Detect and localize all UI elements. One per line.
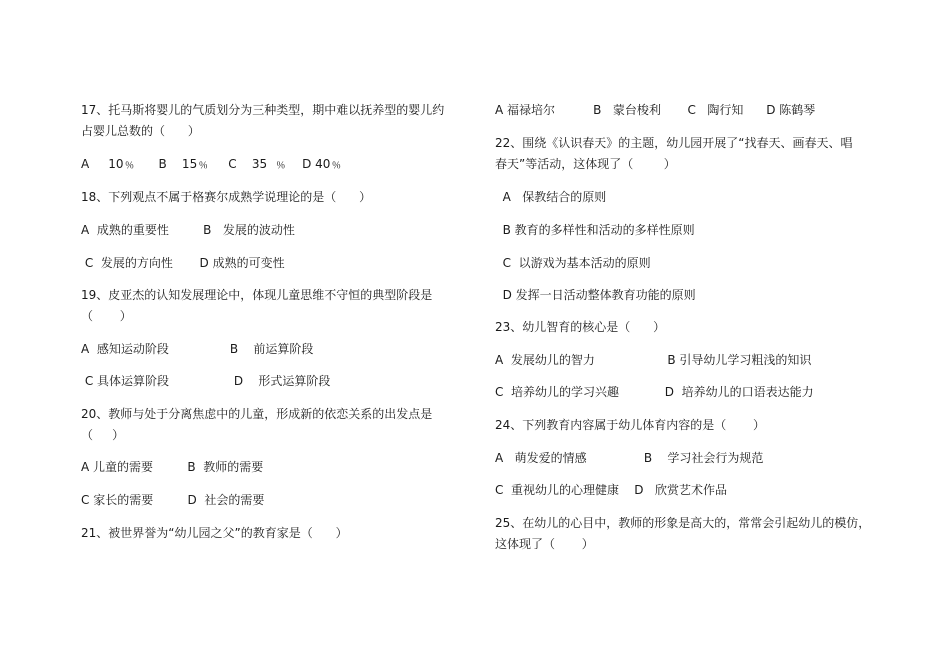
q23-options-row2: C 培养幼儿的学习兴趣 D 培养幼儿的口语表达能力 xyxy=(495,385,814,399)
q22-option-d: D 发挥一日活动整体教育功能的原则 xyxy=(495,288,696,302)
q20-options-row2: C 家长的需要 D 社会的需要 xyxy=(81,493,265,507)
q22-option-a: A 保教结合的原则 xyxy=(495,190,607,204)
q22-stem-line1: 22、围绕《认识春天》的主题，幼儿园开展了“找春天、画春天、唱 xyxy=(495,136,853,150)
q17-stem-line1: 17、托马斯将婴儿的气质划分为三种类型，期中难以抚养型的婴儿约 xyxy=(81,103,445,117)
q25-stem-line2: 这体现了（ ） xyxy=(495,537,594,551)
q18-options-row1: A 成熟的重要性 B 发展的波动性 xyxy=(81,223,295,237)
q23-options-row1: A 发展幼儿的智力 B 引导幼儿学习粗浅的知识 xyxy=(495,353,812,367)
q25-stem-line1: 25、在幼儿的心目中，教师的形象是高大的，常常会引起幼儿的模仿， xyxy=(495,516,871,530)
q18-options-row2: C 发展的方向性 D 成熟的可变性 xyxy=(81,256,285,270)
q22-stem-line2: 春天”等活动，这体现了（ ） xyxy=(495,157,676,171)
q18-stem: 18、下列观点不属于格赛尔成熟学说理论的是（ ） xyxy=(81,190,372,204)
q19-stem-line1: 19、皮亚杰的认知发展理论中，体现儿童思维不守恒的典型阶段是 xyxy=(81,288,433,302)
q19-stem-line2: （ ） xyxy=(81,309,132,323)
q20-options-row1: A 儿童的需要 B 教师的需要 xyxy=(81,460,264,474)
q24-stem: 24、下列教育内容属于幼儿体育内容的是（ ） xyxy=(495,418,765,432)
q19-options-row1: A 感知运动阶段 B 前运算阶段 xyxy=(81,342,314,356)
q20-stem-line1: 20、教师与处于分离焦虑中的儿童，形成新的依恋关系的出发点是 xyxy=(81,407,433,421)
q22-option-c: C 以游戏为基本活动的原则 xyxy=(495,256,651,270)
q22-option-b: B 教育的多样性和活动的多样性原则 xyxy=(495,223,695,237)
q24-options-row1: A 萌发爱的情感 B 学习社会行为规范 xyxy=(495,451,764,465)
q17-options: A 10﹪ B 15﹪ C 35 ﹪ D 40﹪ xyxy=(81,157,343,171)
q24-options-row2: C 重视幼儿的心理健康 D 欣赏艺术作品 xyxy=(495,483,727,497)
q19-options-row2: C 具体运算阶段 D 形式运算阶段 xyxy=(81,374,331,388)
q21-stem: 21、被世界誉为“幼儿园之父”的教育家是（ ） xyxy=(81,526,348,540)
q20-stem-line2: （ ） xyxy=(81,428,125,442)
q23-stem: 23、幼儿智育的核心是（ ） xyxy=(495,320,666,334)
q17-stem-line2: 占婴儿总数的（ ） xyxy=(81,124,200,138)
q21-options: A 福禄培尔 B 蒙台梭利 C 陶行知 D 陈鹤琴 xyxy=(495,103,816,117)
